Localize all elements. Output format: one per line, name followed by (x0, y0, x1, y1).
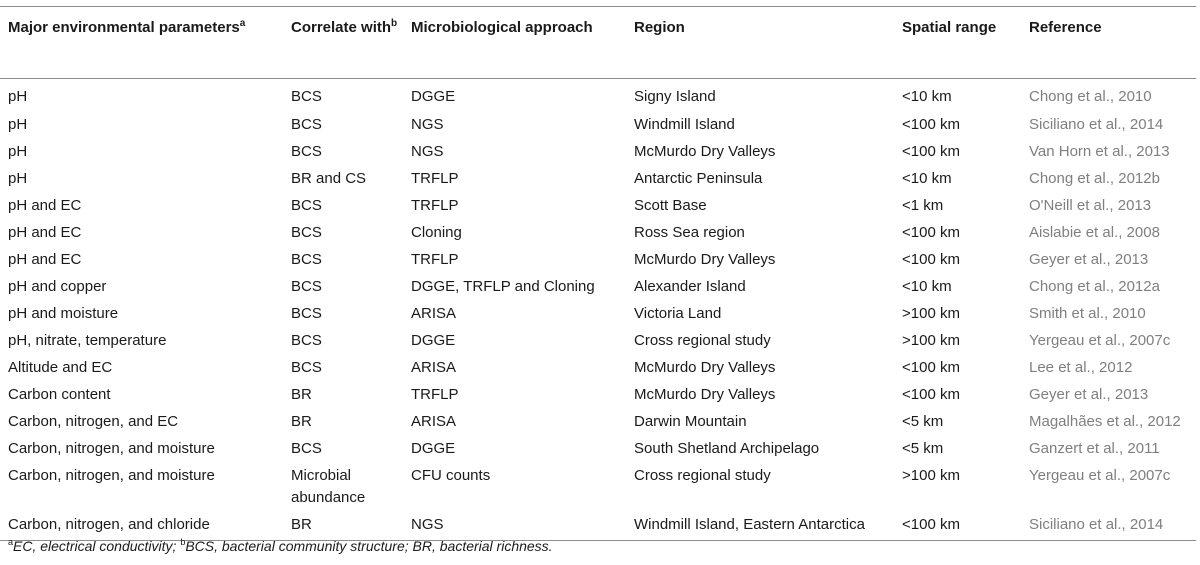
cell-region: McMurdo Dry Valleys (634, 250, 776, 268)
cell-correlate: BCS (291, 250, 322, 268)
cell-correlate: BR (291, 385, 312, 403)
cell-approach: NGS (411, 115, 444, 133)
table-row (0, 460, 1196, 509)
table-row (0, 352, 1196, 379)
cell-region: Antarctic Peninsula (634, 169, 763, 187)
cell-approach: ARISA (411, 358, 457, 376)
cell-reference: Chong et al., 2012a (1029, 277, 1160, 295)
header-correlate: Correlate with$^b$ (291, 18, 398, 36)
cell-range: >100 km (902, 466, 960, 484)
table-row (0, 298, 1196, 325)
cell-correlate: BCS (291, 88, 322, 105)
cell-correlate: BCS (291, 196, 322, 214)
cell-region: McMurdo Dry Valleys (634, 142, 776, 160)
table-row (0, 217, 1196, 244)
header-range: Spatial range (902, 19, 997, 36)
cell-correlate: BCS (291, 115, 322, 133)
cell-region: Victoria Land (634, 304, 722, 322)
cell-reference: Chong et al., 2012b (1029, 169, 1160, 187)
cell-correlate: BR (291, 515, 312, 533)
table-row (0, 190, 1196, 217)
cell-reference: Aislabie et al., 2008 (1029, 223, 1160, 241)
cell-range: <100 km (902, 515, 960, 533)
cell-param: Carbon, nitrogen, and moisture (8, 466, 215, 484)
cell-approach: DGGE (411, 331, 456, 349)
table-row (0, 163, 1196, 190)
header-row (0, 7, 1196, 79)
cell-approach: TRFLP (411, 169, 459, 187)
cell-reference: Ganzert et al., 2011 (1029, 439, 1160, 457)
table-row (0, 244, 1196, 271)
cell-range: <100 km (902, 358, 960, 376)
cell-approach: ARISA (411, 304, 457, 322)
cell-region: Darwin Mountain (634, 412, 747, 430)
cell-reference: Yergeau et al., 2007c (1029, 331, 1171, 349)
table-body (0, 79, 1196, 541)
cell-reference: Lee et al., 2012 (1029, 358, 1133, 376)
data-table (0, 6, 1196, 541)
table-footnote: $^a$EC, electrical conductivity; $^b$BCS, bacterial community structure; BR, bacterial richness. (8, 537, 553, 554)
header-param: Major environmental parameters$^a$ (8, 18, 246, 36)
cell-correlate: Microbial abundance (291, 466, 366, 506)
cell-range: <100 km (902, 250, 960, 268)
cell-range: >100 km (902, 331, 960, 349)
cell-region: Windmill Island (634, 115, 735, 133)
cell-range: <1 km (902, 196, 944, 214)
cell-range: <5 km (902, 439, 944, 457)
header-reference: Reference (1029, 19, 1102, 36)
cell-reference: Siciliano et al., 2014 (1029, 515, 1164, 533)
cell-param: Carbon, nitrogen, and moisture (8, 439, 215, 457)
cell-region: Alexander Island (634, 277, 746, 295)
header-approach: Microbiological approach (411, 19, 593, 36)
cell-param: pH (8, 115, 28, 133)
cell-correlate: BCS (291, 358, 322, 376)
cell-range: <100 km (902, 223, 960, 241)
cell-param: Carbon, nitrogen, and chloride (8, 515, 210, 533)
cell-approach: Cloning (411, 223, 462, 241)
cell-approach: TRFLP (411, 250, 459, 268)
cell-param: Altitude and EC (8, 358, 113, 376)
cell-param: pH and moisture (8, 304, 119, 322)
cell-param: pH (8, 88, 28, 105)
cell-region: McMurdo Dry Valleys (634, 358, 776, 376)
cell-param: pH and EC (8, 250, 82, 268)
cell-param: pH (8, 169, 28, 187)
cell-correlate: BCS (291, 223, 322, 241)
cell-approach: NGS (411, 515, 444, 533)
cell-correlate: BCS (291, 331, 322, 349)
cell-region: Ross Sea region (634, 223, 745, 241)
cell-correlate: BR (291, 412, 312, 430)
cell-approach: DGGE (411, 88, 456, 105)
cell-region: Cross regional study (634, 331, 771, 349)
cell-approach: NGS (411, 142, 444, 160)
cell-param: pH and copper (8, 277, 107, 295)
table-row (0, 406, 1196, 433)
cell-param: pH, nitrate, temperature (8, 331, 167, 349)
cell-reference: Yergeau et al., 2007c (1029, 466, 1171, 484)
cell-approach: CFU counts (411, 466, 491, 484)
cell-reference: Chong et al., 2010 (1029, 88, 1152, 105)
cell-param: pH (8, 142, 28, 160)
cell-correlate: BR and CS (291, 169, 367, 187)
cell-param: pH and EC (8, 196, 82, 214)
cell-region: Windmill Island, Eastern Antarctica (634, 515, 865, 533)
table-row (0, 433, 1196, 460)
cell-approach: DGGE, TRFLP and Cloning (411, 277, 595, 295)
cell-approach: DGGE (411, 439, 456, 457)
cell-region: Signy Island (634, 88, 716, 105)
cell-range: <100 km (902, 142, 960, 160)
cell-range: <10 km (902, 88, 952, 105)
cell-reference: O'Neill et al., 2013 (1029, 196, 1152, 214)
cell-range: <10 km (902, 169, 952, 187)
cell-param: Carbon content (8, 385, 111, 403)
cell-approach: TRFLP (411, 196, 459, 214)
cell-region: McMurdo Dry Valleys (634, 385, 776, 403)
cell-approach: TRFLP (411, 385, 459, 403)
cell-param: Carbon, nitrogen, and EC (8, 412, 179, 430)
cell-range: >100 km (902, 304, 960, 322)
cell-region: Scott Base (634, 196, 707, 214)
table-row (0, 325, 1196, 352)
cell-correlate: BCS (291, 439, 322, 457)
cell-range: <5 km (902, 412, 944, 430)
cell-reference: Geyer et al., 2013 (1029, 385, 1149, 403)
cell-range: <100 km (902, 115, 960, 133)
cell-reference: Van Horn et al., 2013 (1029, 142, 1170, 160)
cell-range: <100 km (902, 385, 960, 403)
cell-correlate: BCS (291, 304, 322, 322)
cell-reference: Magalhães et al., 2012 (1029, 412, 1181, 430)
table-row (0, 271, 1196, 298)
table-row (0, 136, 1196, 163)
cell-correlate: BCS (291, 142, 322, 160)
cell-param: pH and EC (8, 223, 82, 241)
cell-reference: Smith et al., 2010 (1029, 304, 1146, 322)
table-row (0, 109, 1196, 136)
cell-region: Cross regional study (634, 466, 771, 484)
table-row (0, 79, 1196, 109)
cell-range: <10 km (902, 277, 952, 295)
cell-correlate: BCS (291, 277, 322, 295)
cell-region: South Shetland Archipelago (634, 439, 820, 457)
table-row (0, 379, 1196, 406)
table-row (0, 509, 1196, 541)
cell-reference: Siciliano et al., 2014 (1029, 115, 1164, 133)
cell-approach: ARISA (411, 412, 457, 430)
header-region: Region (634, 19, 685, 36)
cell-reference: Geyer et al., 2013 (1029, 250, 1149, 268)
